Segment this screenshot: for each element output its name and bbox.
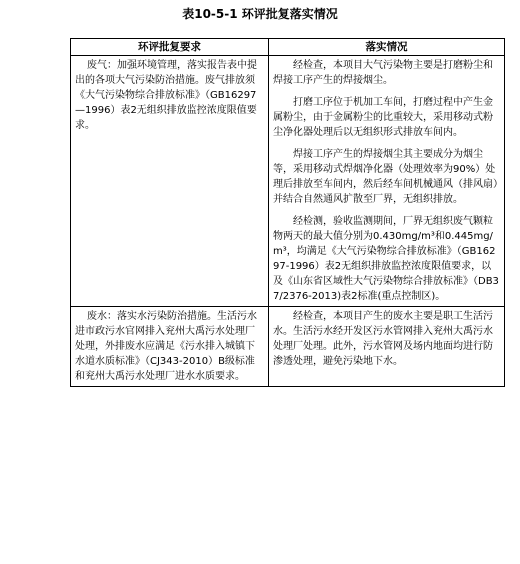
header-requirement: 环评批复要求 (71, 39, 269, 56)
implementation-cell (269, 307, 505, 387)
implementation-paragraph: 焊接工序产生的焊接烟尘其主要成分为烟尘等，采用移动式焊烟净化器（处理效率为90%）处理后排放至车间内，然后经车间机械通风（排风扇）并结合自然通风扩散至厂界，无组织排放。 (273, 149, 498, 205)
requirement-text: 废水：落实水污染防治措施。生活污水进市政污水官网排入兖州大禹污水处理厂处理，外排废水应满足《污水排入城镇下水道水质标准》（CJ343-2010）B级标准和兖州大禹污水处理厂进水水质要求。 (75, 311, 257, 382)
table-header-row (71, 39, 505, 56)
table-row-wastewater (71, 307, 505, 387)
requirement-text: 废气：加强环境管理，落实报告表中提出的各项大气污染防治措施。废气排放须《大气污染物综合排放标准》（GB16297—1996）表2无组织排放监控浓度限值要求。 (75, 60, 257, 131)
approval-implementation-table (70, 38, 505, 387)
requirement-cell (71, 307, 269, 387)
implementation-cell (269, 56, 505, 307)
implementation-paragraph: 经检查，本项目产生的废水主要是职工生活污水。生活污水经开发区污水管网排入兖州大禹污水处理厂处理。此外，污水管网及场内地面均进行防渗透处理，避免污染地下水。 (273, 311, 493, 367)
implementation-paragraph: 经检测，验收监测期间，厂界无组织废气颗粒物两天的最大值分别为0.430mg/m³和0.445mg/m³，均满足《大气污染物综合排放标准》（GB16297-1996）表2无组织排放监控浓度限值要求，以及《山东省区域性大气污染物综合排放标准》（DB37/2376-2013)表2标准(重点控制区)。 (273, 216, 499, 302)
table-caption: 表10-5-1 环评批复落实情况 (182, 7, 338, 21)
implementation-paragraph: 打磨工序位于机加工车间，打磨过程中产生金属粉尘，由于金属粉尘的比重较大，采用移动式粉尘净化器处理后以无组织形式排放车间内。 (273, 97, 493, 138)
header-implementation: 落实情况 (269, 39, 505, 56)
requirement-cell (71, 56, 269, 307)
table-row-exhaust-gas (71, 56, 505, 307)
implementation-paragraph: 经检查，本项目大气污染物主要是打磨粉尘和焊接工序产生的焊接烟尘。 (273, 60, 493, 86)
